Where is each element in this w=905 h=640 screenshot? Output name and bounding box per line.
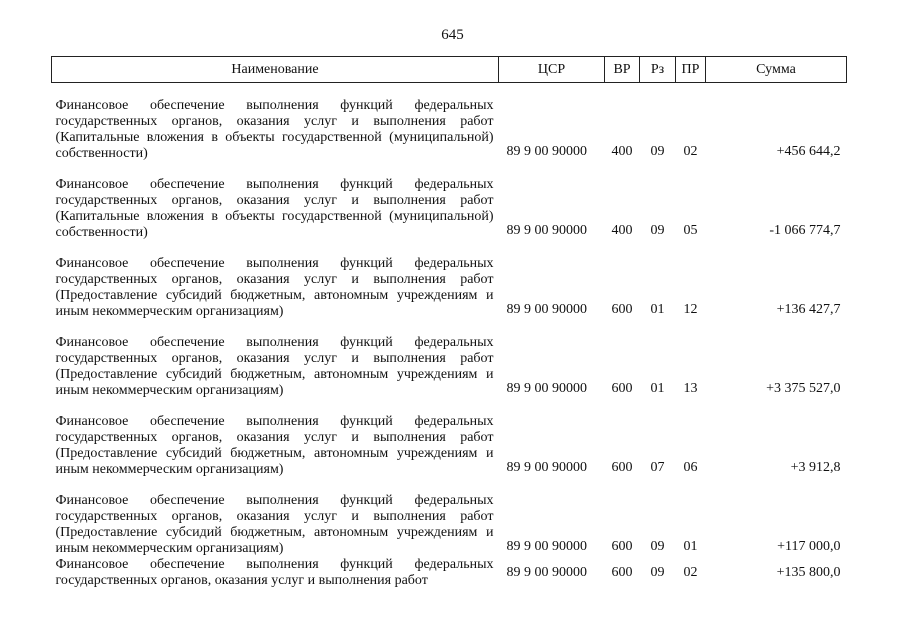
table-row — [52, 83, 847, 163]
table-row — [52, 557, 847, 599]
row-pr: 06 — [683, 460, 698, 475]
row-name: Финансовое обеспечение выполнения функций федеральных государственных органов, оказания услуг и выполнения работ (Капитальные вложения в объекты государственной (муниципальной) собственности) — [55, 177, 494, 240]
header-name: Наименование — [52, 57, 499, 83]
row-name: Финансовое обеспечение выполнения функций федеральных государственных органов, оказания услуг и выполнения работ (Капитальные вложения в объекты государственной (муниципальной) собственности) — [55, 98, 494, 161]
row-csr: 89 9 00 90000 — [506, 460, 587, 475]
row-rz: 09 — [650, 223, 665, 238]
budget-table — [51, 56, 847, 599]
table-row — [52, 241, 847, 320]
row-name-cell — [52, 399, 499, 478]
row-rz: 09 — [650, 539, 665, 554]
row-rz: 07 — [650, 460, 665, 475]
row-name-cell — [52, 162, 499, 241]
page-number: 645 — [441, 27, 464, 43]
row-vr: 600 — [611, 539, 633, 554]
row-pr: 02 — [683, 144, 698, 159]
row-pr: 01 — [683, 539, 698, 554]
row-pr: 13 — [683, 381, 698, 396]
table-row — [52, 320, 847, 399]
row-sum: +136 427,7 — [776, 302, 841, 317]
table-row — [52, 399, 847, 478]
row-csr: 89 9 00 90000 — [506, 539, 587, 554]
row-sum: +456 644,2 — [776, 144, 841, 159]
row-rz: 01 — [650, 381, 665, 396]
row-pr: 12 — [683, 302, 698, 317]
header-row — [52, 57, 847, 83]
row-name: Финансовое обеспечение выполнения функций федеральных государственных органов, оказания услуг и выполнения работ (Предоставление субсидий бюджетным, автономным учреждениям и иным некоммерческим организациям) — [55, 414, 494, 477]
row-name: Финансовое обеспечение выполнения функций федеральных государственных органов, оказания услуг и выполнения работ (Предоставление субсидий бюджетным, автономным учреждениям и иным некоммерческим организациям) — [55, 493, 494, 556]
header-rz: Рз — [640, 57, 676, 83]
row-pr: 02 — [683, 565, 698, 580]
row-pr: 05 — [683, 223, 698, 238]
row-name-cell — [52, 241, 499, 320]
table-row — [52, 478, 847, 557]
row-sum: +3 912,8 — [790, 460, 841, 475]
row-vr: 600 — [611, 302, 633, 317]
table-header — [52, 57, 847, 83]
row-vr: 400 — [611, 223, 633, 238]
row-csr: 89 9 00 90000 — [506, 223, 587, 238]
row-sum: +135 800,0 — [776, 565, 841, 580]
row-name-cell — [52, 478, 499, 557]
header-csr: ЦСР — [499, 57, 605, 83]
table-row — [52, 162, 847, 241]
row-name-cell — [52, 320, 499, 399]
header-pr: ПР — [676, 57, 706, 83]
header-vr: ВР — [605, 57, 640, 83]
row-rz: 09 — [650, 565, 665, 580]
row-csr: 89 9 00 90000 — [506, 144, 587, 159]
row-name-cell — [52, 83, 499, 163]
table-body — [52, 83, 847, 600]
row-rz: 09 — [650, 144, 665, 159]
row-csr: 89 9 00 90000 — [506, 565, 587, 580]
row-sum: +3 375 527,0 — [766, 381, 841, 396]
row-vr: 600 — [611, 565, 633, 580]
row-name: Финансовое обеспечение выполнения функций федеральных государственных органов, оказания услуг и выполнения работ (Предоставление субсидий бюджетным, автономным учреждениям и иным некоммерческим организациям) — [55, 256, 494, 319]
row-sum: -1 066 774,7 — [769, 223, 841, 238]
row-vr: 600 — [611, 460, 633, 475]
row-sum: +117 000,0 — [777, 539, 841, 554]
row-name: Финансовое обеспечение выполнения функций федеральных государственных органов, оказания услуг и выполнения работ — [55, 557, 494, 588]
row-vr: 600 — [611, 381, 633, 396]
row-name-cell — [52, 557, 499, 599]
row-rz: 01 — [650, 302, 665, 317]
row-vr: 400 — [611, 144, 633, 159]
row-name: Финансовое обеспечение выполнения функций федеральных государственных органов, оказания услуг и выполнения работ (Предоставление субсидий бюджетным, автономным учреждениям и иным некоммерческим организациям) — [55, 335, 494, 398]
row-csr: 89 9 00 90000 — [506, 302, 587, 317]
row-csr: 89 9 00 90000 — [506, 381, 587, 396]
header-sum: Сумма — [706, 57, 847, 83]
